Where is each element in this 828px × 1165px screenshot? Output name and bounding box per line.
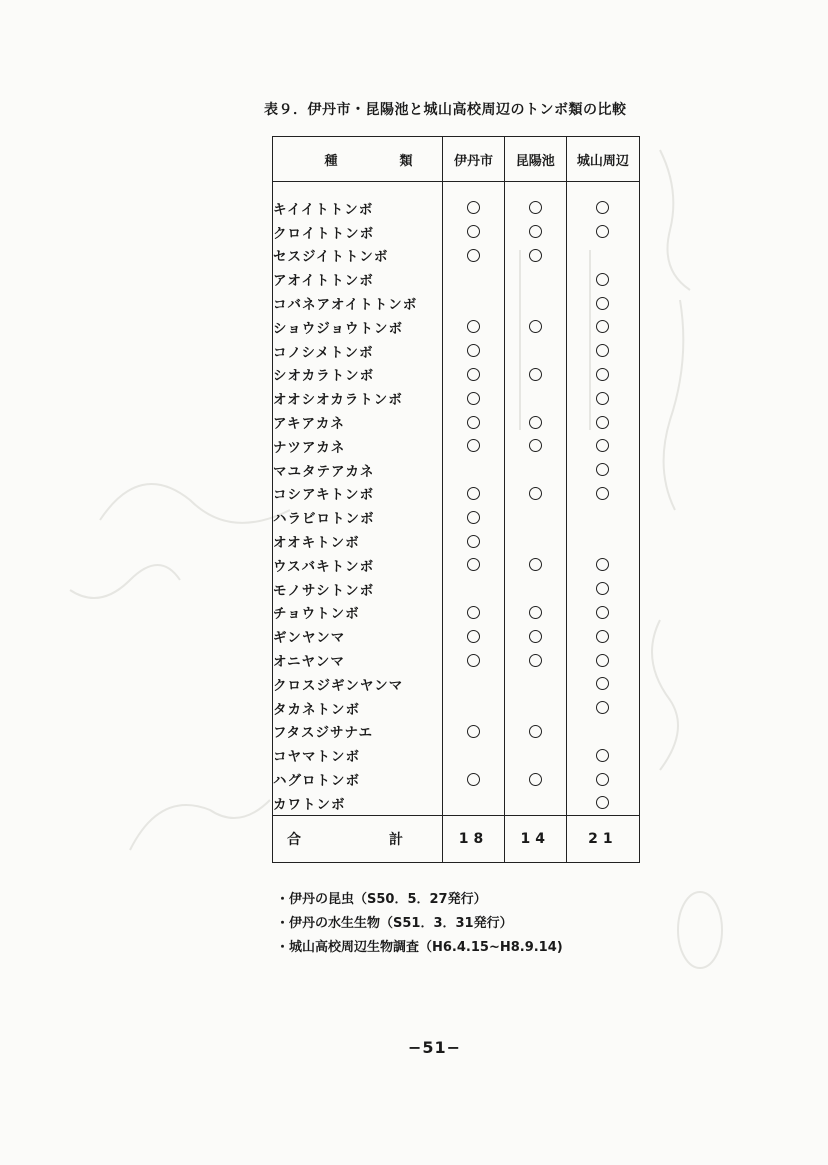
presence-cell-koya — [504, 601, 566, 625]
circle-mark-icon — [467, 225, 480, 238]
presence-cell-itami — [443, 482, 505, 506]
presence-cell-shiroyama — [566, 291, 639, 315]
presence-cell-shiroyama — [566, 410, 639, 434]
presence-cell-shiroyama — [566, 601, 639, 625]
presence-cell-koya — [504, 529, 566, 553]
sources-list — [276, 888, 563, 960]
circle-mark-icon — [596, 630, 609, 643]
presence-cell-itami — [443, 267, 505, 291]
species-name: ハラビロトンボ — [273, 505, 443, 529]
circle-mark-icon — [467, 558, 480, 571]
table-row — [273, 244, 640, 268]
circle-mark-icon — [596, 487, 609, 500]
header-shiroyama: 城山周辺 — [566, 137, 639, 182]
species-name: クロイトトンボ — [273, 220, 443, 244]
presence-cell-itami — [443, 648, 505, 672]
presence-cell-itami — [443, 291, 505, 315]
presence-cell-shiroyama — [566, 482, 639, 506]
total-shiroyama: 21 — [566, 815, 639, 862]
species-name: タカネトンボ — [273, 696, 443, 720]
presence-cell-shiroyama — [566, 720, 639, 744]
table-row — [273, 696, 640, 720]
presence-cell-koya — [504, 553, 566, 577]
presence-cell-koya — [504, 434, 566, 458]
circle-mark-icon — [596, 701, 609, 714]
presence-cell-shiroyama — [566, 315, 639, 339]
presence-cell-itami — [443, 577, 505, 601]
circle-mark-icon — [596, 606, 609, 619]
presence-cell-shiroyama — [566, 553, 639, 577]
presence-cell-itami — [443, 244, 505, 268]
circle-mark-icon — [529, 225, 542, 238]
presence-cell-itami — [443, 672, 505, 696]
circle-mark-icon — [596, 796, 609, 809]
circle-mark-icon — [467, 439, 480, 452]
species-name: チョウトンボ — [273, 601, 443, 625]
presence-cell-shiroyama — [566, 648, 639, 672]
total-itami: 18 — [443, 815, 505, 862]
circle-mark-icon — [529, 249, 542, 262]
table-row — [273, 767, 640, 791]
circle-mark-icon — [467, 654, 480, 667]
table-row — [273, 291, 640, 315]
species-name: コバネアオイトトンボ — [273, 291, 443, 315]
circle-mark-icon — [529, 773, 542, 786]
table-row — [273, 315, 640, 339]
presence-cell-itami — [443, 505, 505, 529]
presence-cell-koya — [504, 743, 566, 767]
header-koya: 昆陽池 — [504, 137, 566, 182]
table-row — [273, 529, 640, 553]
species-name: ハグロトンボ — [273, 767, 443, 791]
table-row — [273, 791, 640, 815]
species-name: オニヤンマ — [273, 648, 443, 672]
species-name: カワトンボ — [273, 791, 443, 815]
presence-cell-itami — [443, 196, 505, 220]
presence-cell-shiroyama — [566, 624, 639, 648]
table-body — [273, 182, 640, 816]
table-header-row — [273, 137, 640, 182]
presence-cell-itami — [443, 315, 505, 339]
presence-cell-itami — [443, 624, 505, 648]
presence-cell-koya — [504, 720, 566, 744]
presence-cell-koya — [504, 410, 566, 434]
presence-cell-itami — [443, 386, 505, 410]
presence-cell-shiroyama — [566, 791, 639, 815]
presence-cell-itami — [443, 767, 505, 791]
presence-cell-shiroyama — [566, 577, 639, 601]
circle-mark-icon — [529, 201, 542, 214]
total-koya: 14 — [504, 815, 566, 862]
table-row — [273, 339, 640, 363]
presence-cell-koya — [504, 339, 566, 363]
table-row — [273, 648, 640, 672]
table-row — [273, 267, 640, 291]
presence-cell-koya — [504, 244, 566, 268]
presence-cell-koya — [504, 577, 566, 601]
circle-mark-icon — [467, 201, 480, 214]
circle-mark-icon — [467, 416, 480, 429]
circle-mark-icon — [596, 463, 609, 476]
circle-mark-icon — [529, 439, 542, 452]
species-name: セスジイトトンボ — [273, 244, 443, 268]
circle-mark-icon — [596, 320, 609, 333]
header-itami: 伊丹市 — [443, 137, 505, 182]
presence-cell-shiroyama — [566, 529, 639, 553]
presence-cell-itami — [443, 458, 505, 482]
circle-mark-icon — [529, 606, 542, 619]
circle-mark-icon — [529, 416, 542, 429]
species-name: ナツアカネ — [273, 434, 443, 458]
presence-cell-shiroyama — [566, 339, 639, 363]
circle-mark-icon — [596, 677, 609, 690]
table-row — [273, 672, 640, 696]
species-name: マユタテアカネ — [273, 458, 443, 482]
table-row — [273, 410, 640, 434]
dragonfly-comparison-table — [272, 136, 640, 863]
presence-cell-shiroyama — [566, 267, 639, 291]
circle-mark-icon — [529, 725, 542, 738]
circle-mark-icon — [529, 654, 542, 667]
presence-cell-itami — [443, 434, 505, 458]
total-label — [273, 815, 443, 862]
presence-cell-koya — [504, 505, 566, 529]
table-row — [273, 743, 640, 767]
presence-cell-itami — [443, 363, 505, 387]
circle-mark-icon — [467, 725, 480, 738]
circle-mark-icon — [596, 225, 609, 238]
presence-cell-shiroyama — [566, 458, 639, 482]
table-row — [273, 363, 640, 387]
presence-cell-koya — [504, 767, 566, 791]
header-species-char-2: 類 — [399, 153, 413, 169]
header-species — [273, 137, 443, 182]
table-total-row — [273, 815, 640, 862]
presence-cell-koya — [504, 648, 566, 672]
species-name: ギンヤンマ — [273, 624, 443, 648]
species-name: オオシオカラトンボ — [273, 386, 443, 410]
circle-mark-icon — [596, 416, 609, 429]
table-row — [273, 386, 640, 410]
circle-mark-icon — [467, 773, 480, 786]
presence-cell-shiroyama — [566, 767, 639, 791]
presence-cell-koya — [504, 458, 566, 482]
species-name: オオキトンボ — [273, 529, 443, 553]
circle-mark-icon — [596, 368, 609, 381]
presence-cell-shiroyama — [566, 696, 639, 720]
circle-mark-icon — [467, 487, 480, 500]
presence-cell-shiroyama — [566, 244, 639, 268]
presence-cell-koya — [504, 482, 566, 506]
presence-cell-koya — [504, 791, 566, 815]
presence-cell-itami — [443, 601, 505, 625]
species-name: アキアカネ — [273, 410, 443, 434]
table-row — [273, 553, 640, 577]
circle-mark-icon — [529, 630, 542, 643]
circle-mark-icon — [467, 630, 480, 643]
circle-mark-icon — [596, 654, 609, 667]
table-spacer-row — [273, 182, 640, 197]
circle-mark-icon — [596, 297, 609, 310]
table-caption: 表９．伊丹市・昆陽池と城山高校周辺のトンボ類の比較 — [264, 102, 627, 118]
circle-mark-icon — [596, 749, 609, 762]
circle-mark-icon — [596, 582, 609, 595]
species-name: コヤマトンボ — [273, 743, 443, 767]
circle-mark-icon — [467, 606, 480, 619]
table-row — [273, 220, 640, 244]
species-name: クロスジギンヤンマ — [273, 672, 443, 696]
circle-mark-icon — [467, 249, 480, 262]
presence-cell-koya — [504, 315, 566, 339]
circle-mark-icon — [596, 201, 609, 214]
source-item: ・伊丹の水生生物（S51．3．31発行） — [276, 916, 513, 931]
presence-cell-shiroyama — [566, 743, 639, 767]
circle-mark-icon — [467, 344, 480, 357]
presence-cell-shiroyama — [566, 505, 639, 529]
species-name: モノサシトンボ — [273, 577, 443, 601]
presence-cell-koya — [504, 291, 566, 315]
table-row — [273, 434, 640, 458]
species-name: ウスバキトンボ — [273, 553, 443, 577]
presence-cell-itami — [443, 743, 505, 767]
presence-cell-itami — [443, 339, 505, 363]
presence-cell-itami — [443, 553, 505, 577]
presence-cell-koya — [504, 363, 566, 387]
table-row — [273, 624, 640, 648]
presence-cell-koya — [504, 220, 566, 244]
species-name: コシアキトンボ — [273, 482, 443, 506]
circle-mark-icon — [529, 558, 542, 571]
presence-cell-itami — [443, 791, 505, 815]
table-row — [273, 458, 640, 482]
presence-cell-koya — [504, 267, 566, 291]
presence-cell-shiroyama — [566, 220, 639, 244]
species-name: キイイトトンボ — [273, 196, 443, 220]
total-label-char-2: 計 — [389, 831, 403, 848]
presence-cell-itami — [443, 410, 505, 434]
presence-cell-koya — [504, 196, 566, 220]
circle-mark-icon — [596, 344, 609, 357]
circle-mark-icon — [467, 535, 480, 548]
presence-cell-koya — [504, 624, 566, 648]
circle-mark-icon — [529, 368, 542, 381]
source-item: ・伊丹の昆虫（S50．5．27発行） — [276, 892, 487, 907]
table-row — [273, 482, 640, 506]
circle-mark-icon — [596, 558, 609, 571]
table-row — [273, 196, 640, 220]
table-row — [273, 505, 640, 529]
circle-mark-icon — [529, 320, 542, 333]
circle-mark-icon — [467, 511, 480, 524]
table-row — [273, 577, 640, 601]
presence-cell-koya — [504, 386, 566, 410]
presence-cell-shiroyama — [566, 434, 639, 458]
circle-mark-icon — [467, 368, 480, 381]
circle-mark-icon — [596, 273, 609, 286]
circle-mark-icon — [596, 773, 609, 786]
species-name: ショウジョウトンボ — [273, 315, 443, 339]
table-row — [273, 601, 640, 625]
species-name: コノシメトンボ — [273, 339, 443, 363]
presence-cell-itami — [443, 696, 505, 720]
species-name: アオイトトンボ — [273, 267, 443, 291]
presence-cell-shiroyama — [566, 386, 639, 410]
presence-cell-shiroyama — [566, 196, 639, 220]
presence-cell-itami — [443, 529, 505, 553]
presence-cell-itami — [443, 720, 505, 744]
source-item: ・城山高校周辺生物調査（H6.4.15~H8.9.14) — [276, 940, 563, 955]
circle-mark-icon — [596, 439, 609, 452]
total-label-char-1: 合 — [287, 831, 301, 848]
species-name: シオカラトンボ — [273, 363, 443, 387]
table-row — [273, 720, 640, 744]
species-name: フタスジサナエ — [273, 720, 443, 744]
presence-cell-koya — [504, 696, 566, 720]
header-species-char-1: 種 — [324, 153, 338, 169]
presence-cell-shiroyama — [566, 672, 639, 696]
circle-mark-icon — [467, 320, 480, 333]
presence-cell-itami — [443, 220, 505, 244]
presence-cell-shiroyama — [566, 363, 639, 387]
circle-mark-icon — [467, 392, 480, 405]
circle-mark-icon — [529, 487, 542, 500]
circle-mark-icon — [596, 392, 609, 405]
presence-cell-koya — [504, 672, 566, 696]
page-number: −51− — [408, 1038, 462, 1057]
